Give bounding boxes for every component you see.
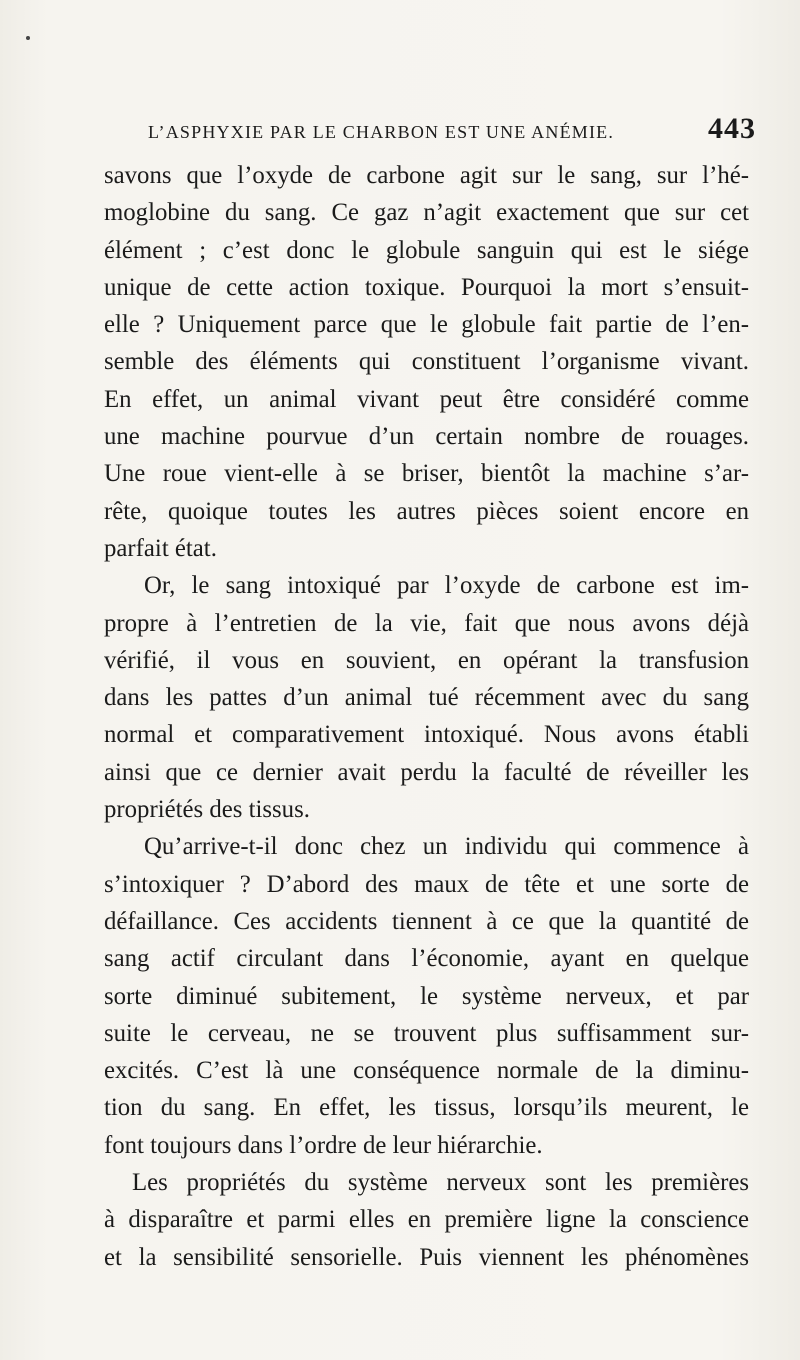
text-line: dans les pattes d’un animal tué récemment avec du sang <box>104 684 749 712</box>
running-head: L’ASPHYXIE PAR LE CHARBON EST UNE ANÉMIE. <box>148 122 615 142</box>
text-line: tion du sang. En effet, les tissus, lorsqu’ils meurent, le <box>104 1094 749 1122</box>
text-line: propre à l’entretien de la vie, fait que nous avons déjà <box>104 609 749 637</box>
text-line: Une roue vient-elle à se briser, bientôt la machine s’ar- <box>104 460 749 488</box>
text-line: élément ; c’est donc le globule sanguin qui est le siége <box>104 236 749 264</box>
text-line: suite le cerveau, ne se trouvent plus suffisamment sur- <box>104 1019 749 1047</box>
text-line: unique de cette action toxique. Pourquoi la mort s’ensuit- <box>104 273 749 301</box>
ink-speck <box>26 36 30 40</box>
text-line: En effet, un animal vivant peut être considéré comme <box>104 385 749 413</box>
text-line: s’intoxiquer ? D’abord des maux de tête et une sorte de <box>104 870 749 898</box>
paragraph-3 <box>104 828 749 1164</box>
text-line: Or, le sang intoxiqué par l’oxyde de carbone est im- <box>144 572 749 600</box>
text-line: savons que l’oxyde de carbone agit sur le sang, sur l’hé- <box>104 162 749 189</box>
text-line: sorte diminué subitement, le système nerveux, et par <box>104 982 749 1010</box>
text-line: une machine pourvue d’un certain nombre de rouages. <box>104 423 749 451</box>
text-line: elle ? Uniquement parce que le globule fait partie de l’en- <box>104 311 749 339</box>
text-line: défaillance. Ces accidents tiennent à ce que la quantité de <box>104 907 749 935</box>
text-line: vérifié, il vous en souvient, en opérant la transfusion <box>104 646 749 674</box>
text-line: font toujours dans l’ordre de leur hiérarchie. <box>104 1131 543 1159</box>
text-line: rête, quoique toutes les autres pièces soient encore en <box>104 497 749 525</box>
text-line: moglobine du sang. Ce gaz n’agit exactement que sur cet <box>104 199 749 227</box>
text-line: et la sensibilité sensorielle. Puis viennent les phénomènes <box>104 1243 749 1271</box>
text-line: normal et comparativement intoxiqué. Nous avons établi <box>104 721 749 749</box>
text-line: semble des éléments qui constituent l’organisme vivant. <box>104 348 749 376</box>
text-line: propriétés des tissus. <box>104 796 310 824</box>
text-line: excités. C’est là une conséquence normale de la diminu- <box>104 1057 749 1085</box>
text-line: ainsi que ce dernier avait perdu la faculté de réveiller les <box>104 758 749 786</box>
text-line: parfait état. <box>104 534 217 562</box>
text-line: à disparaître et parmi elles en première ligne la conscience <box>104 1206 749 1234</box>
text-line: sang actif circulant dans l’économie, ayant en quelque <box>104 945 749 973</box>
paragraph-4 <box>104 1164 749 1276</box>
text-line: Les propriétés du système nerveux sont les premières <box>132 1169 749 1197</box>
paragraph-1 <box>104 157 749 567</box>
page-header <box>148 112 756 152</box>
text-line: Qu’arrive-t-il donc chez un individu qui commence à <box>144 833 749 861</box>
paragraph-2 <box>104 567 749 828</box>
page-number: 443 <box>708 112 756 145</box>
body-text <box>104 157 749 1276</box>
